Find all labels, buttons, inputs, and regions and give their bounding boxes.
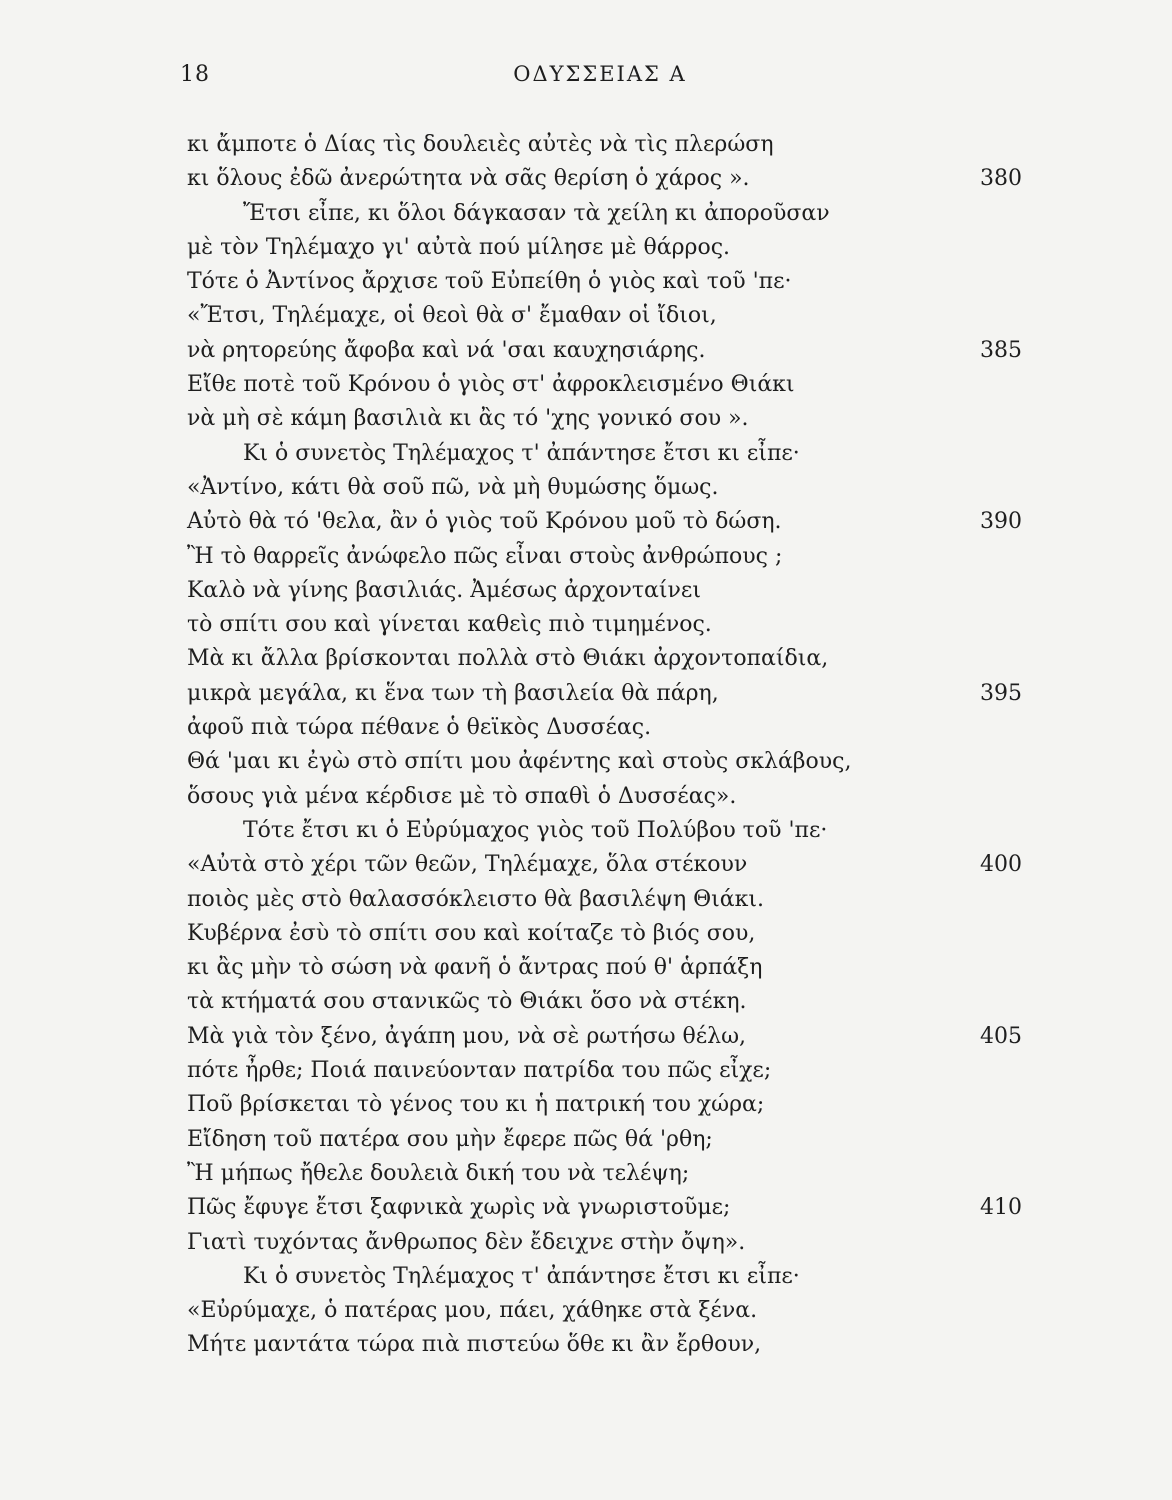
line-number: 400 bbox=[980, 852, 1022, 878]
verse-text: Γιατὶ τυχόντας ἄνθρωπος δὲν ἔδειχνε στὴν ὄψη». bbox=[187, 1229, 746, 1255]
line-number: 380 bbox=[980, 166, 1022, 192]
verse-text: Κυβέρνα ἐσὺ τὸ σπίτι σου καὶ κοίταζε τὸ βιός σου, bbox=[187, 920, 756, 946]
verse-line bbox=[187, 334, 1022, 368]
poem-text bbox=[187, 128, 1022, 1363]
verse-line bbox=[187, 985, 1022, 1019]
verse-line bbox=[187, 780, 1022, 814]
verse-line bbox=[187, 1226, 1022, 1260]
line-number: 405 bbox=[980, 1023, 1022, 1049]
verse-text: «Εὐρύμαχε, ὁ πατέρας μου, πάει, χάθηκε στὰ ξένα. bbox=[187, 1298, 758, 1324]
verse-text: Μὰ γιὰ τὸν ξένο, ἀγάπη μου, νὰ σὲ ρωτήσω θέλω, bbox=[187, 1023, 747, 1049]
verse-text: Κι ὁ συνετὸς Τηλέμαχος τ' ἀπάντησε ἔτσι κι εἶπε· bbox=[243, 1263, 800, 1289]
verse-text: Εἴδηση τοῦ πατέρα σου μὴν ἔφερε πῶς θά 'ρθη; bbox=[187, 1126, 713, 1152]
verse-text: μικρὰ μεγάλα, κι ἕνα των τὴ βασιλεία θὰ πάρη, bbox=[187, 680, 719, 706]
verse-line bbox=[187, 711, 1022, 745]
verse-text: τὸ σπίτι σου καὶ γίνεται καθεὶς πιὸ τιμημένος. bbox=[187, 612, 712, 638]
verse-line bbox=[187, 677, 1022, 711]
verse-text: ποιὸς μὲς στὸ θαλασσόκλειστο θὰ βασιλέψη Θιάκι. bbox=[187, 886, 765, 912]
verse-text: νὰ μὴ σὲ κάμη βασιλιὰ κι ἂς τό 'χης γονικό σου ». bbox=[187, 406, 749, 432]
line-number: 410 bbox=[980, 1195, 1022, 1221]
verse-text: Ἔτσι εἶπε, κι ὅλοι δάγκασαν τὰ χείλη κι ἀποροῦσαν bbox=[243, 200, 830, 226]
verse-line bbox=[187, 265, 1022, 299]
page-header bbox=[180, 62, 1020, 98]
verse-text: ἀφοῦ πιὰ τώρα πέθανε ὁ θεϊκὸς Δυσσέας. bbox=[187, 715, 652, 741]
verse-line bbox=[187, 814, 1022, 848]
verse-text: Πῶς ἔφυγε ἔτσι ξαφνικὰ χωρὶς νὰ γνωριστοῦμε; bbox=[187, 1195, 731, 1221]
verse-text: Τότε ὁ Ἀντίνος ἄρχισε τοῦ Εὐπείθη ὁ γιὸς καὶ τοῦ 'πε· bbox=[187, 269, 792, 295]
verse-text: Αὐτὸ θὰ τό 'θελα, ἂν ὁ γιὸς τοῦ Κρόνου μοῦ τὸ δώση. bbox=[187, 509, 782, 535]
verse-line bbox=[187, 848, 1022, 882]
verse-text: Ἢ τὸ θαρρεῖς ἀνώφελο πῶς εἶναι στοὺς ἀνθρώπους ; bbox=[187, 543, 783, 569]
verse-line bbox=[187, 1328, 1022, 1362]
verse-line bbox=[187, 608, 1022, 642]
verse-text: τὰ κτήματά σου στανικῶς τὸ Θιάκι ὅσο νὰ στέκη. bbox=[187, 989, 747, 1015]
verse-line bbox=[187, 642, 1022, 676]
verse-line bbox=[187, 917, 1022, 951]
verse-line bbox=[187, 505, 1022, 539]
verse-line bbox=[187, 1260, 1022, 1294]
verse-text: μὲ τὸν Τηλέμαχο γι' αὐτὰ πού μίλησε μὲ θάρρος. bbox=[187, 234, 731, 260]
verse-text: Ποῦ βρίσκεται τὸ γένος του κι ἡ πατρική του χώρα; bbox=[187, 1092, 765, 1118]
verse-text: κι ἂς μὴν τὸ σώση νὰ φανῆ ὁ ἄντρας πού θ' ἁρπάξη bbox=[187, 955, 763, 981]
page-number: 18 bbox=[180, 62, 210, 87]
verse-text: πότε ἦρθε; Ποιά παινεύονταν πατρίδα του πῶς εἶχε; bbox=[187, 1058, 772, 1084]
line-number: 390 bbox=[980, 509, 1022, 535]
verse-text: νὰ ρητορεύης ἄφοβα καὶ νά 'σαι καυχησιάρης. bbox=[187, 337, 706, 363]
verse-text: ὅσους γιὰ μένα κέρδισε μὲ τὸ σπαθὶ ὁ Δυσσέας». bbox=[187, 783, 737, 809]
verse-text: Μὰ κι ἄλλα βρίσκονται πολλὰ στὸ Θιάκι ἀρχοντοπαίδια, bbox=[187, 646, 829, 672]
verse-line bbox=[187, 883, 1022, 917]
verse-line bbox=[187, 128, 1022, 162]
verse-line bbox=[187, 231, 1022, 265]
verse-line bbox=[187, 1191, 1022, 1225]
verse-line bbox=[187, 540, 1022, 574]
verse-text: «Αὐτὰ στὸ χέρι τῶν θεῶν, Τηλέμαχε, ὅλα στέκουν bbox=[187, 852, 748, 878]
verse-line bbox=[187, 1123, 1022, 1157]
verse-line bbox=[187, 951, 1022, 985]
verse-text: κι ἄμποτε ὁ Δίας τὶς δουλειὲς αὐτὲς νὰ τὶς πλερώση bbox=[187, 132, 774, 157]
verse-text: Ἢ μήπως ἤθελε δουλειὰ δική του νὰ τελέψη; bbox=[187, 1160, 690, 1186]
verse-line bbox=[187, 1054, 1022, 1088]
verse-text: «Ἔτσι, Τηλέμαχε, οἱ θεοὶ θὰ σ' ἔμαθαν οἱ ἴδιοι, bbox=[187, 303, 717, 329]
verse-text: Καλὸ νὰ γίνης βασιλιάς. Ἀμέσως ἀρχονταίνει bbox=[187, 577, 701, 603]
verse-line bbox=[187, 1294, 1022, 1328]
verse-line bbox=[187, 1020, 1022, 1054]
verse-line bbox=[187, 299, 1022, 333]
verse-text: Μήτε μαντάτα τώρα πιὰ πιστεύω ὅθε κι ἂν ἔρθουν, bbox=[187, 1332, 762, 1358]
verse-line bbox=[187, 745, 1022, 779]
running-title: ΟΔΥΣΣΕΙΑΣ Α bbox=[513, 62, 687, 86]
verse-text: Εἴθε ποτὲ τοῦ Κρόνου ὁ γιὸς στ' ἀφροκλεισμένο Θιάκι bbox=[187, 372, 795, 398]
verse-text: κι ὅλους ἐδῶ ἀνερώτητα νὰ σᾶς θερίση ὁ χάρος ». bbox=[187, 166, 750, 192]
verse-line bbox=[187, 1088, 1022, 1122]
verse-text: «Ἀντίνο, κάτι θὰ σοῦ πῶ, νὰ μὴ θυμώσης ὅμως. bbox=[187, 474, 719, 500]
verse-line bbox=[187, 471, 1022, 505]
verse-text: Κι ὁ συνετὸς Τηλέμαχος τ' ἀπάντησε ἔτσι κι εἶπε· bbox=[243, 440, 800, 466]
verse-line bbox=[187, 197, 1022, 231]
verse-text: Τότε ἔτσι κι ὁ Εὐρύμαχος γιὸς τοῦ Πολύβου τοῦ 'πε· bbox=[243, 817, 828, 843]
verse-line bbox=[187, 1157, 1022, 1191]
verse-line bbox=[187, 162, 1022, 196]
line-number: 385 bbox=[980, 337, 1022, 363]
verse-line bbox=[187, 368, 1022, 402]
verse-text: Θά 'μαι κι ἐγὼ στὸ σπίτι μου ἀφέντης καὶ στοὺς σκλάβους, bbox=[187, 749, 852, 775]
verse-line bbox=[187, 574, 1022, 608]
verse-line bbox=[187, 437, 1022, 471]
line-number: 395 bbox=[980, 680, 1022, 706]
verse-line bbox=[187, 402, 1022, 436]
